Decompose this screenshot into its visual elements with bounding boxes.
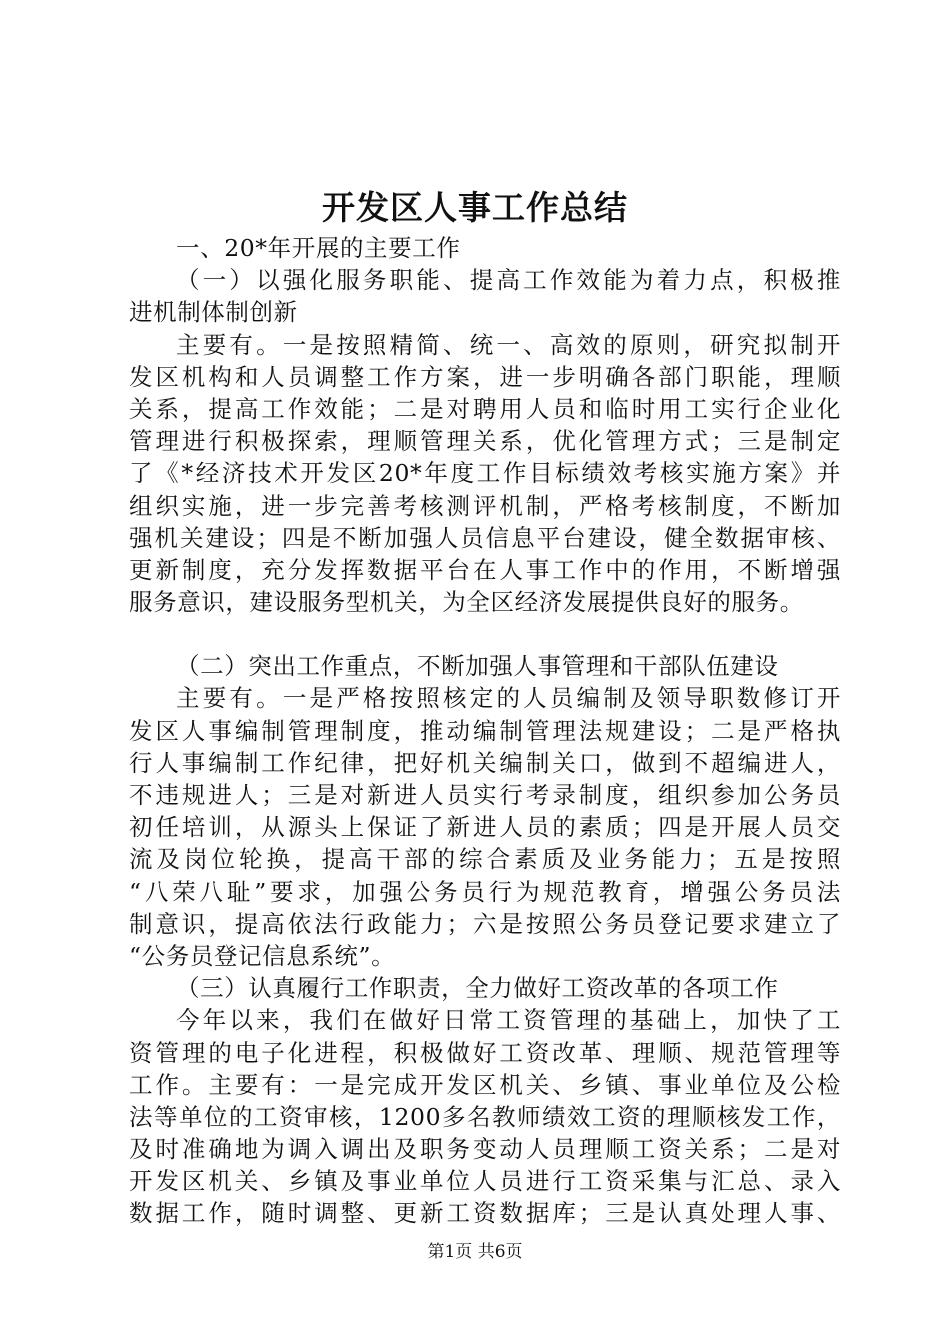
paragraph-line: 法等单位的工资审核，1200多名教师绩效工资的理顺核发工作， <box>129 1102 841 1131</box>
paragraph-line: 关系，提高工作效能；二是对聘用人员和临时用工实行企业化 <box>129 394 841 423</box>
paragraph-line: 不违规进人；三是对新进人员实行考录制度，组织参加公务员 <box>129 781 841 809</box>
paragraph-line: 数据工作，随时调整、更新工资数据库；三是认真处理人事、 <box>129 1199 841 1228</box>
page-number-footer: 第1页 共6页 <box>427 1242 523 1262</box>
paragraph-line: 强机关建设；四是不断加强人员信息平台建设，健全数据审核、 <box>129 523 841 552</box>
paragraph-line: 组织实施，进一步完善考核测评机制，严格考核制度，不断加 <box>129 491 841 520</box>
paragraph-line: 制意识，提高依法行政能力；六是按照公务员登记要求建立了 <box>129 909 841 938</box>
section1-heading-line2: 进机制体制创新 <box>129 298 298 327</box>
paragraph-line: 更新制度，充分发挥数据平台在人事工作中的作用，不断增强 <box>129 555 841 584</box>
paragraph-line: 主要有。一是按照精简、统一、高效的原则，研究拟制开 <box>176 330 841 359</box>
paragraph-line: 发区人事编制管理制度，推动编制管理法规建设；二是严格执 <box>129 716 841 745</box>
paragraph-line: 今年以来，我们在做好日常工资管理的基础上，加快了工 <box>176 1006 841 1035</box>
document-title: 开发区人事工作总结 <box>322 188 628 227</box>
paragraph-line: 流及岗位轮换，提高干部的综合素质及业务能力；五是按照 <box>129 845 841 874</box>
paragraph-line: 初任培训，从源头上保证了新进人员的素质；四是开展人员交 <box>129 813 841 842</box>
paragraph-line: 管理进行积极探索，理顺管理关系，优化管理方式；三是制定 <box>129 427 841 456</box>
section2-heading: （二）突出工作重点，不断加强人事管理和干部队伍建设 <box>176 652 779 681</box>
paragraph-line: 主要有。一是严格按照核定的人员编制及领导职数修订开 <box>176 684 841 713</box>
paragraph-gap <box>129 618 841 650</box>
paragraph-line: 发区机构和人员调整工作方案，进一步明确各部门职能，理顺 <box>129 362 841 391</box>
section1-heading-line1: （一）以强化服务职能、提高工作效能为着力点，积极推 <box>176 266 841 295</box>
paragraph-line: 服务意识，建设服务型机关，为全区经济发展提供良好的服务。 <box>129 588 804 617</box>
heading-main-work: 一、20*年开展的主要工作 <box>176 234 461 262</box>
paragraph-line: 及时准确地为调入调出及职务变动人员理顺工资关系；二是对 <box>129 1135 841 1164</box>
paragraph-line: “公务员登记信息系统”。 <box>129 941 396 970</box>
paragraph-line: 开发区机关、乡镇及事业单位人员进行工资采集与汇总、录入 <box>129 1167 841 1196</box>
section3-heading: （三）认真履行工作职责，全力做好工资改革的各项工作 <box>176 974 779 1003</box>
paragraph-line: 了《*经济技术开发区20*年度工作目标绩效考核实施方案》并 <box>129 459 841 488</box>
paragraph-line: 资管理的电子化进程，积极做好工资改革、理顺、规范管理等 <box>129 1038 841 1067</box>
paragraph-line: “八荣八耻”要求，加强公务员行为规范教育，增强公务员法 <box>129 877 841 906</box>
paragraph-line: 工作。主要有：一是完成开发区机关、乡镇、事业单位及公检 <box>129 1070 841 1099</box>
paragraph-line: 行人事编制工作纪律，把好机关编制关口，做到不超编进人， <box>129 748 841 777</box>
document-body <box>129 232 841 1230</box>
